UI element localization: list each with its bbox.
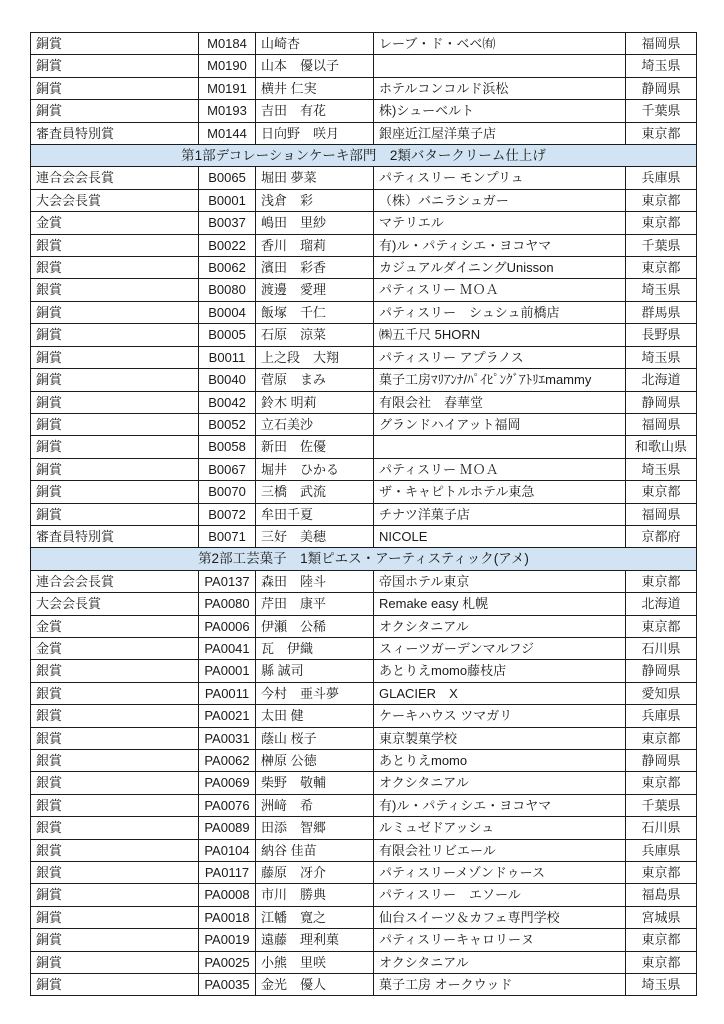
table-row <box>31 660 697 682</box>
entry-code-cell: B0001 <box>199 189 256 211</box>
award-cell: 銅賞 <box>31 458 199 480</box>
award-cell: 銀賞 <box>31 839 199 861</box>
table-row <box>31 212 697 234</box>
entry-code-cell: M0193 <box>199 100 256 122</box>
person-name-cell: 遠藤 理利菓 <box>256 929 374 951</box>
affiliation-cell: ザ・キャピトルホテル東急 <box>374 481 626 503</box>
affiliation-cell: パティスリーキャロリーヌ <box>374 929 626 951</box>
table-row <box>31 817 697 839</box>
person-name-cell: 飯塚 千仁 <box>256 301 374 323</box>
award-cell: 連合会会長賞 <box>31 570 199 592</box>
table-row <box>31 301 697 323</box>
award-cell: 銅賞 <box>31 301 199 323</box>
table-row <box>31 637 697 659</box>
table-row <box>31 974 697 996</box>
award-cell: 金賞 <box>31 637 199 659</box>
award-cell: 銅賞 <box>31 100 199 122</box>
prefecture-cell: 東京都 <box>626 951 697 973</box>
prefecture-cell: 福岡県 <box>626 33 697 55</box>
award-cell: 銅賞 <box>31 951 199 973</box>
section-header-row <box>31 145 697 167</box>
award-cell: 銀賞 <box>31 794 199 816</box>
award-cell: 銅賞 <box>31 324 199 346</box>
affiliation-cell: グランドハイアット福岡 <box>374 413 626 435</box>
affiliation-cell: NICOLE <box>374 525 626 547</box>
prefecture-cell: 千葉県 <box>626 100 697 122</box>
affiliation-cell: 帝国ホテル東京 <box>374 570 626 592</box>
affiliation-cell: ルミュゼドアッシュ <box>374 817 626 839</box>
person-name-cell: 森田 陸斗 <box>256 570 374 592</box>
table-row <box>31 77 697 99</box>
person-name-cell: 太田 健 <box>256 705 374 727</box>
entry-code-cell: B0080 <box>199 279 256 301</box>
award-cell: 審査員特別賞 <box>31 525 199 547</box>
person-name-cell: 榊原 公徳 <box>256 750 374 772</box>
table-row <box>31 234 697 256</box>
table-row <box>31 346 697 368</box>
prefecture-cell: 兵庫県 <box>626 167 697 189</box>
prefecture-cell: 兵庫県 <box>626 705 697 727</box>
award-cell: 銅賞 <box>31 391 199 413</box>
entry-code-cell: PA0008 <box>199 884 256 906</box>
affiliation-cell: 有限会社 春華堂 <box>374 391 626 413</box>
entry-code-cell: PA0041 <box>199 637 256 659</box>
results-table-body <box>31 33 697 996</box>
prefecture-cell: 千葉県 <box>626 234 697 256</box>
prefecture-cell: 京都府 <box>626 525 697 547</box>
entry-code-cell: B0067 <box>199 458 256 480</box>
prefecture-cell: 東京都 <box>626 212 697 234</box>
table-row <box>31 570 697 592</box>
award-cell: 銀賞 <box>31 862 199 884</box>
person-name-cell: 山本 優以子 <box>256 55 374 77</box>
person-name-cell: 瓦 伊織 <box>256 637 374 659</box>
award-cell: 銀賞 <box>31 660 199 682</box>
person-name-cell: 小熊 里咲 <box>256 951 374 973</box>
entry-code-cell: B0042 <box>199 391 256 413</box>
entry-code-cell: M0144 <box>199 122 256 144</box>
prefecture-cell: 東京都 <box>626 481 697 503</box>
entry-code-cell: PA0104 <box>199 839 256 861</box>
entry-code-cell: B0065 <box>199 167 256 189</box>
entry-code-cell: B0070 <box>199 481 256 503</box>
entry-code-cell: PA0089 <box>199 817 256 839</box>
person-name-cell: 濱田 彩香 <box>256 257 374 279</box>
prefecture-cell: 埼玉県 <box>626 458 697 480</box>
person-name-cell: 芹田 康平 <box>256 593 374 615</box>
award-cell: 銅賞 <box>31 33 199 55</box>
person-name-cell: 新田 佐優 <box>256 436 374 458</box>
affiliation-cell: ㈱五千尺 5HORN <box>374 324 626 346</box>
table-row <box>31 906 697 928</box>
prefecture-cell: 群馬県 <box>626 301 697 323</box>
affiliation-cell: 有)ル・パティシエ・ヨコヤマ <box>374 794 626 816</box>
affiliation-cell: マテリエル <box>374 212 626 234</box>
award-cell: 銅賞 <box>31 481 199 503</box>
affiliation-cell: Remake easy 札幌 <box>374 593 626 615</box>
award-cell: 銀賞 <box>31 234 199 256</box>
person-name-cell: 柴野 敬輔 <box>256 772 374 794</box>
prefecture-cell: 福岡県 <box>626 503 697 525</box>
prefecture-cell: 石川県 <box>626 817 697 839</box>
table-row <box>31 772 697 794</box>
award-cell: 銅賞 <box>31 974 199 996</box>
prefecture-cell: 埼玉県 <box>626 279 697 301</box>
table-row <box>31 929 697 951</box>
entry-code-cell: B0071 <box>199 525 256 547</box>
award-cell: 銅賞 <box>31 436 199 458</box>
entry-code-cell: M0190 <box>199 55 256 77</box>
prefecture-cell: 愛知県 <box>626 682 697 704</box>
person-name-cell: 江幡 寛之 <box>256 906 374 928</box>
prefecture-cell: 東京都 <box>626 772 697 794</box>
person-name-cell: 吉田 有花 <box>256 100 374 122</box>
affiliation-cell: パティスリー エソール <box>374 884 626 906</box>
prefecture-cell: 千葉県 <box>626 794 697 816</box>
award-cell: 銀賞 <box>31 727 199 749</box>
entry-code-cell: PA0011 <box>199 682 256 704</box>
affiliation-cell: オクシタニアル <box>374 772 626 794</box>
table-row <box>31 33 697 55</box>
entry-code-cell: B0040 <box>199 369 256 391</box>
award-cell: 銀賞 <box>31 705 199 727</box>
affiliation-cell: 菓子工房ﾏﾘｱﾝﾅ/ﾊﾟｲﾋﾟﾝｸﾞｱﾄﾘｴmammy <box>374 369 626 391</box>
affiliation-cell: パティスリーメゾンドゥース <box>374 862 626 884</box>
person-name-cell: 菅原 まみ <box>256 369 374 391</box>
prefecture-cell: 東京都 <box>626 122 697 144</box>
person-name-cell: 日向野 咲月 <box>256 122 374 144</box>
entry-code-cell: PA0018 <box>199 906 256 928</box>
affiliation-cell: あとりえmomo藤枝店 <box>374 660 626 682</box>
person-name-cell: 嶋田 里紗 <box>256 212 374 234</box>
table-row <box>31 436 697 458</box>
person-name-cell: 上之段 大翔 <box>256 346 374 368</box>
award-cell: 銅賞 <box>31 346 199 368</box>
section-header-row <box>31 548 697 570</box>
table-row <box>31 413 697 435</box>
table-row <box>31 503 697 525</box>
prefecture-cell: 東京都 <box>626 929 697 951</box>
table-row <box>31 100 697 122</box>
entry-code-cell: PA0019 <box>199 929 256 951</box>
entry-code-cell: PA0006 <box>199 615 256 637</box>
affiliation-cell: 有)ル・パティシエ・ヨコヤマ <box>374 234 626 256</box>
affiliation-cell <box>374 436 626 458</box>
table-row <box>31 324 697 346</box>
person-name-cell: 納谷 佳苗 <box>256 839 374 861</box>
affiliation-cell: 菓子工房 オークウッド <box>374 974 626 996</box>
prefecture-cell: 埼玉県 <box>626 974 697 996</box>
award-cell: 銀賞 <box>31 682 199 704</box>
affiliation-cell: ホテルコンコルド浜松 <box>374 77 626 99</box>
affiliation-cell: パティスリー アプラノス <box>374 346 626 368</box>
prefecture-cell: 北海道 <box>626 593 697 615</box>
award-cell: 銅賞 <box>31 55 199 77</box>
award-cell: 金賞 <box>31 212 199 234</box>
entry-code-cell: PA0001 <box>199 660 256 682</box>
table-row <box>31 481 697 503</box>
table-row <box>31 189 697 211</box>
table-row <box>31 122 697 144</box>
affiliation-cell: GLACIER X <box>374 682 626 704</box>
table-row <box>31 862 697 884</box>
table-row <box>31 615 697 637</box>
affiliation-cell: ケーキハウス ツマガリ <box>374 705 626 727</box>
entry-code-cell: PA0025 <box>199 951 256 973</box>
section-title: 第2部工芸菓子 1類ピエス・アーティスティック(アメ) <box>31 548 697 570</box>
table-row <box>31 593 697 615</box>
affiliation-cell: スィーツガーデンマルフジ <box>374 637 626 659</box>
table-row <box>31 525 697 547</box>
award-cell: 銅賞 <box>31 929 199 951</box>
person-name-cell: 渡邊 愛理 <box>256 279 374 301</box>
prefecture-cell: 静岡県 <box>626 750 697 772</box>
affiliation-cell: パティスリー ＭＯＡ <box>374 458 626 480</box>
entry-code-cell: B0062 <box>199 257 256 279</box>
person-name-cell: 香川 瑠莉 <box>256 234 374 256</box>
prefecture-cell: 長野県 <box>626 324 697 346</box>
entry-code-cell: M0191 <box>199 77 256 99</box>
prefecture-cell: 宮城県 <box>626 906 697 928</box>
affiliation-cell: レーブ・ド・ベベ㈲ <box>374 33 626 55</box>
award-cell: 銅賞 <box>31 369 199 391</box>
entry-code-cell: PA0076 <box>199 794 256 816</box>
table-row <box>31 705 697 727</box>
affiliation-cell: 東京製菓学校 <box>374 727 626 749</box>
prefecture-cell: 静岡県 <box>626 77 697 99</box>
entry-code-cell: PA0137 <box>199 570 256 592</box>
affiliation-cell: （株）バニラシュガー <box>374 189 626 211</box>
affiliation-cell: オクシタニアル <box>374 615 626 637</box>
prefecture-cell: 和歌山県 <box>626 436 697 458</box>
award-cell: 銀賞 <box>31 817 199 839</box>
entry-code-cell: PA0117 <box>199 862 256 884</box>
person-name-cell: 金光 優人 <box>256 974 374 996</box>
person-name-cell: 石原 涼菜 <box>256 324 374 346</box>
person-name-cell: 三橋 武流 <box>256 481 374 503</box>
award-cell: 大会会長賞 <box>31 189 199 211</box>
affiliation-cell: 銀座近江屋洋菓子店 <box>374 122 626 144</box>
person-name-cell: 横井 仁実 <box>256 77 374 99</box>
table-row <box>31 167 697 189</box>
affiliation-cell: 仙台スイーツ＆カフェ専門学校 <box>374 906 626 928</box>
award-cell: 金賞 <box>31 615 199 637</box>
entry-code-cell: PA0069 <box>199 772 256 794</box>
entry-code-cell: B0037 <box>199 212 256 234</box>
table-row <box>31 727 697 749</box>
affiliation-cell: オクシタニアル <box>374 951 626 973</box>
person-name-cell: 三好 美穂 <box>256 525 374 547</box>
affiliation-cell <box>374 55 626 77</box>
prefecture-cell: 埼玉県 <box>626 346 697 368</box>
prefecture-cell: 東京都 <box>626 189 697 211</box>
person-name-cell: 蔭山 桜子 <box>256 727 374 749</box>
person-name-cell: 堀井 ひかる <box>256 458 374 480</box>
prefecture-cell: 静岡県 <box>626 391 697 413</box>
person-name-cell: 山崎杏 <box>256 33 374 55</box>
award-cell: 銅賞 <box>31 413 199 435</box>
award-results-table <box>30 32 697 996</box>
person-name-cell: 立石美沙 <box>256 413 374 435</box>
table-row <box>31 839 697 861</box>
entry-code-cell: B0004 <box>199 301 256 323</box>
entry-code-cell: B0022 <box>199 234 256 256</box>
affiliation-cell: 有限会社リビエール <box>374 839 626 861</box>
entry-code-cell: PA0080 <box>199 593 256 615</box>
person-name-cell: 縣 誠司 <box>256 660 374 682</box>
table-row <box>31 884 697 906</box>
prefecture-cell: 埼玉県 <box>626 55 697 77</box>
person-name-cell: 市川 勝典 <box>256 884 374 906</box>
table-row <box>31 257 697 279</box>
entry-code-cell: B0011 <box>199 346 256 368</box>
award-cell: 銅賞 <box>31 77 199 99</box>
person-name-cell: 牟田千夏 <box>256 503 374 525</box>
entry-code-cell: PA0035 <box>199 974 256 996</box>
award-cell: 大会会長賞 <box>31 593 199 615</box>
award-cell: 銅賞 <box>31 884 199 906</box>
table-row <box>31 391 697 413</box>
entry-code-cell: B0058 <box>199 436 256 458</box>
entry-code-cell: PA0031 <box>199 727 256 749</box>
entry-code-cell: B0072 <box>199 503 256 525</box>
prefecture-cell: 東京都 <box>626 727 697 749</box>
affiliation-cell: チナツ洋菓子店 <box>374 503 626 525</box>
person-name-cell: 伊瀬 公稀 <box>256 615 374 637</box>
person-name-cell: 鈴木 明莉 <box>256 391 374 413</box>
prefecture-cell: 静岡県 <box>626 660 697 682</box>
prefecture-cell: 東京都 <box>626 615 697 637</box>
person-name-cell: 田添 智郷 <box>256 817 374 839</box>
prefecture-cell: 石川県 <box>626 637 697 659</box>
affiliation-cell: あとりえmomo <box>374 750 626 772</box>
award-cell: 銀賞 <box>31 750 199 772</box>
award-cell: 審査員特別賞 <box>31 122 199 144</box>
affiliation-cell: 株)シューベルト <box>374 100 626 122</box>
award-cell: 銀賞 <box>31 279 199 301</box>
prefecture-cell: 兵庫県 <box>626 839 697 861</box>
affiliation-cell: パティスリー ＭＯＡ <box>374 279 626 301</box>
award-cell: 銅賞 <box>31 503 199 525</box>
table-row <box>31 951 697 973</box>
prefecture-cell: 東京都 <box>626 257 697 279</box>
prefecture-cell: 北海道 <box>626 369 697 391</box>
person-name-cell: 藤原 冴介 <box>256 862 374 884</box>
award-cell: 連合会会長賞 <box>31 167 199 189</box>
affiliation-cell: カジュアルダイニングUnisson <box>374 257 626 279</box>
entry-code-cell: M0184 <box>199 33 256 55</box>
entry-code-cell: B0005 <box>199 324 256 346</box>
entry-code-cell: PA0021 <box>199 705 256 727</box>
prefecture-cell: 東京都 <box>626 570 697 592</box>
entry-code-cell: B0052 <box>199 413 256 435</box>
person-name-cell: 洲﨑 希 <box>256 794 374 816</box>
table-row <box>31 458 697 480</box>
table-row <box>31 682 697 704</box>
table-row <box>31 750 697 772</box>
prefecture-cell: 福島県 <box>626 884 697 906</box>
table-row <box>31 279 697 301</box>
table-row <box>31 794 697 816</box>
affiliation-cell: パティスリー シュシュ前橋店 <box>374 301 626 323</box>
table-row <box>31 369 697 391</box>
affiliation-cell: パティスリー モンプリュ <box>374 167 626 189</box>
table-row <box>31 55 697 77</box>
award-cell: 銀賞 <box>31 772 199 794</box>
entry-code-cell: PA0062 <box>199 750 256 772</box>
prefecture-cell: 東京都 <box>626 862 697 884</box>
person-name-cell: 堀田 夢菜 <box>256 167 374 189</box>
award-cell: 銅賞 <box>31 906 199 928</box>
person-name-cell: 今村 亜斗夢 <box>256 682 374 704</box>
award-cell: 銀賞 <box>31 257 199 279</box>
person-name-cell: 浅倉 彩 <box>256 189 374 211</box>
section-title: 第1部デコレーションケーキ部門 2類バタークリーム仕上げ <box>31 145 697 167</box>
prefecture-cell: 福岡県 <box>626 413 697 435</box>
